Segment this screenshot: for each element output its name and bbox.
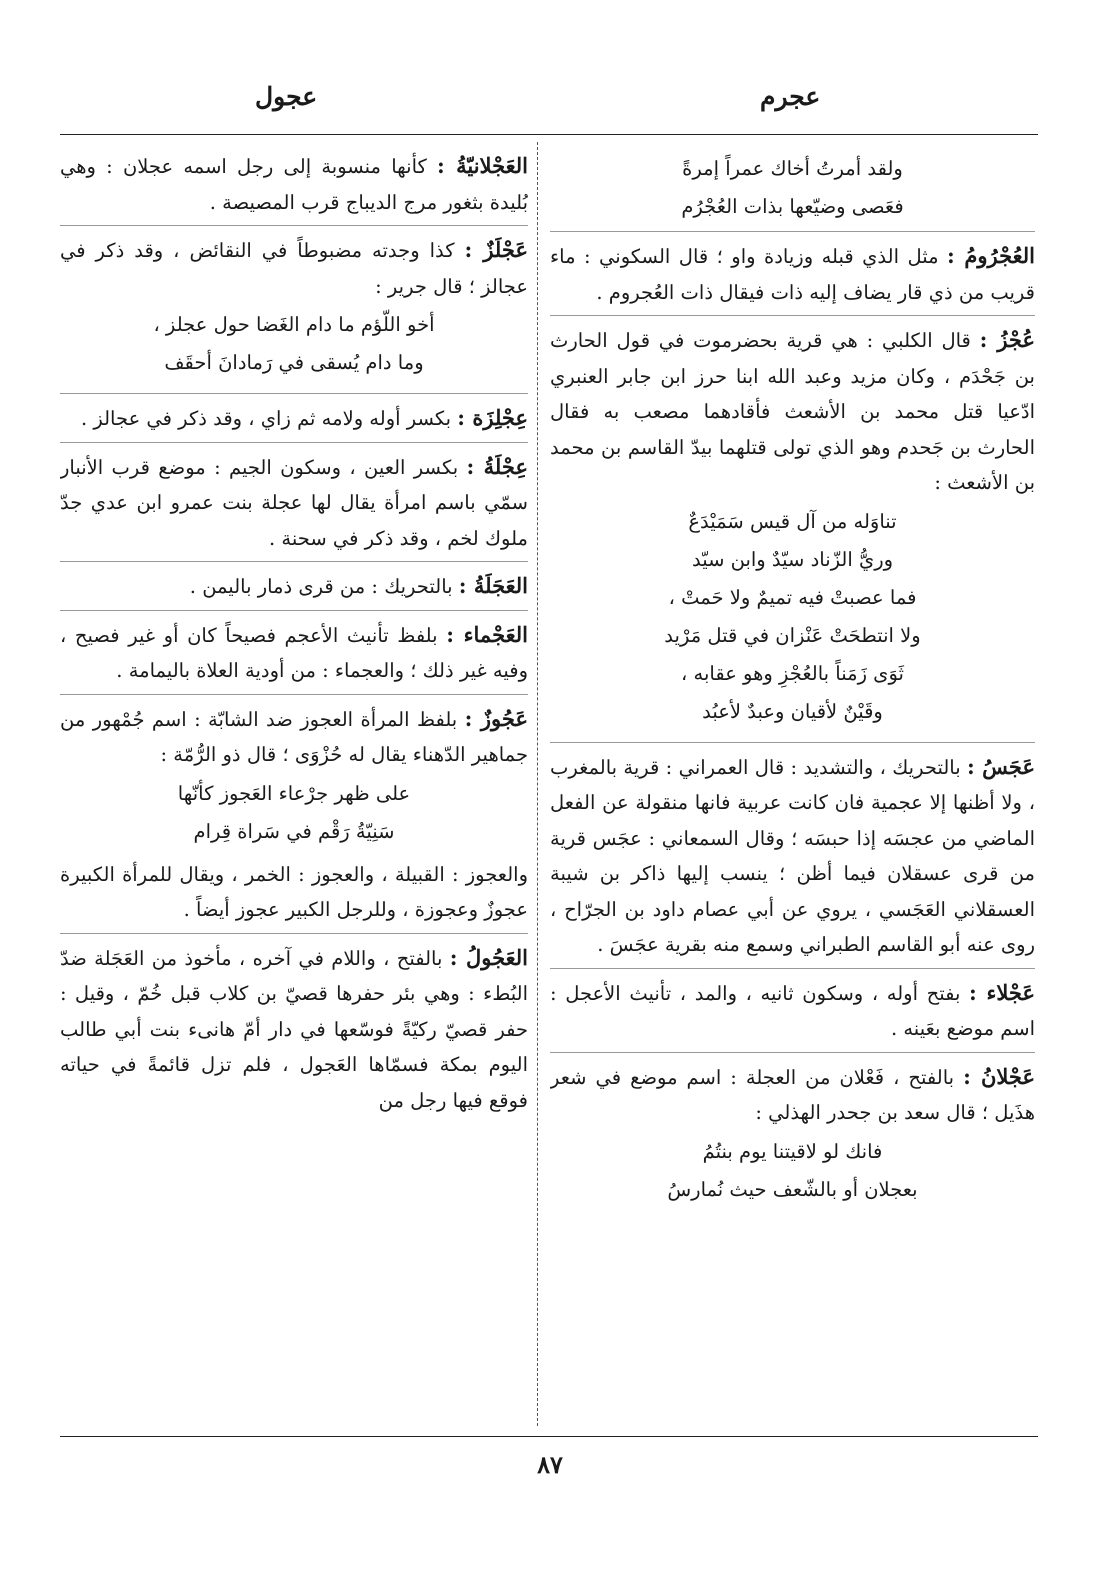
entry-text: كأنها منسوبة إلى رجل اسمه عجلان : وهي بُليدة بثغور مرج الديباج قرب المصيصة . <box>60 155 528 214</box>
poem-line: ثَوَى زَمَناً بالعُجْزِ وهو عقابه ، <box>681 661 904 685</box>
entry-ajlan <box>550 1059 1035 1209</box>
entry-text: بكسر العين ، وسكون الجيم : موضع قرب الأنبار سمّي باسم امرأة يقال لها عجلة بنت عمرو ابن عدي جدّ ملوك لخم ، وقد ذكر في سحنة . <box>60 455 528 550</box>
entry-text: بالفتح ، فَعْلان من العجلة : اسم موضع في شعر هذَيل ؛ قال سعد بن جحدر الهذلي : <box>550 1065 1035 1124</box>
poem-line: سَنِيّةُ رَقْم في سَراة قِرام <box>193 819 395 843</box>
entry-ijlah <box>60 449 528 563</box>
entry-headword: عَجَسُ : <box>966 753 1035 779</box>
page-number: ٨٧ <box>537 1450 563 1479</box>
entry-text: بالتحريك ، والتشديد : قال العمراني : قرية بالمغرب ، ولا أظنها إلا عجمية فان كانت عربية فانها منقولة عن الفعل الماضي من عجسَه إذا حبسَه ؛ وقال السمعاني : عجَس قرية من قرى عسقلان فيما أظن ؛ ينسب إليها ذاكر بن شيبة العسقلاني العَجَسي ، يروي عن أبي عصام داود بن الجرّاح ، روى عنه أبو القاسم الطبراني وسمع منه بقرية عجَسَ . <box>550 755 1035 956</box>
entry-headword: عُجْزُ : <box>979 327 1035 352</box>
opening-poem <box>550 150 1035 232</box>
entry-ajlaz <box>60 232 528 394</box>
entry-poem <box>60 775 528 851</box>
entry-headword: عَجْلانُ : <box>963 1063 1035 1089</box>
header-rule <box>60 134 1038 135</box>
poem-line: فانك لو لاقيتنا يوم بنتُمُ <box>702 1139 883 1163</box>
entry-text: بفتح أوله ، وسكون ثانيه ، والمد ، تأنيث الأعجل : اسم موضع بعَينه . <box>550 981 1035 1040</box>
poem-line: فعَصى وضيّعها بذات العُجْرُم <box>681 195 904 218</box>
entry-headword: عَجْلاء : <box>969 979 1035 1005</box>
entry-headword: عِجْلِزَة : <box>457 405 528 430</box>
entry-text: قال الكلبي : هي قرية بحضرموت في قول الحارث بن جَحْدَم ، وكان مزيد وعبد الله ابنا حرز ابن جابر العنبري ادّعيا قتل محمد بن الأشعث فأقادهما مصعب به فقال الحارث بن جَحدم وهو الذي تولى قتلهما بيدّ القاسم بن محمد بن الأشعث : <box>550 329 1035 494</box>
entry-text: بلفظ تأنيث الأعجم فصيحاً كان أو غير فصيح ، وفيه غير ذلك ؛ والعجماء : من أودية العلاة باليمامة . <box>60 623 528 682</box>
entry-ujrum <box>550 238 1035 316</box>
entry-ajlaniyya <box>60 148 528 226</box>
poem-line: وقَيْنٌ لأقيان وعبدٌ لأعبُد <box>702 699 883 723</box>
poem-line: وريُّ الزّناد سيّدٌ وابن سيّد <box>691 547 894 571</box>
poem-line: ولا انتطحَتْ عَنْزان في قتل مَرْيد <box>664 623 921 647</box>
entry-headword: عَجْلَزٌ : <box>464 237 528 262</box>
running-header-left: عجول <box>255 82 318 111</box>
entry-ujz <box>550 322 1035 743</box>
entry-text-continued: والعجوز : القبيلة ، والعجوز : الخمر ، ويقال للمرأة الكبيرة عجوزٌ وعجوزة ، وللرجل الكبير عجوز أيضاً . <box>60 862 528 921</box>
entry-headword: عِجْلَةُ : <box>466 453 528 479</box>
entry-poem <box>550 503 1035 731</box>
poem-line: على ظهر جرْعاء العَجوز كأنّها <box>177 781 411 805</box>
entry-poem <box>550 1133 1035 1209</box>
poem-line: بعجلان أو بالشّعف حيث نُمارسُ <box>667 1177 918 1201</box>
poem-line: فما عصبتْ فيه تميمٌ ولا حَمتْ ، <box>668 585 917 609</box>
left-column <box>60 148 528 1430</box>
entry-text: كذا وجدته مضبوطاً في النقائض ، وقد ذكر في عجالز ؛ قال جرير : <box>60 239 528 298</box>
entry-ajul <box>60 940 528 1119</box>
entry-ajma <box>60 617 528 695</box>
entry-text: بالفتح ، واللام في آخره ، مأخوذ من العَجَلة ضدّ البُطء : وهي بئر حفرها قصيّ بن كلاب قبل خُمّ ، وقيل : حفر قصيّ ركيّةً فوسّعها في دار أمّ هانىء بنت أبي طالب اليوم بمكة فسمّاها العَجول ، فلم تزل قائمةً في حياته فوقع فيها رجل من <box>60 946 528 1112</box>
entry-headword: العَجُولُ : <box>449 944 528 970</box>
entry-headword: العَجَلَةُ : <box>458 573 528 598</box>
entry-ajla <box>550 975 1035 1053</box>
entry-headword: العُجْرُومُ : <box>947 243 1035 268</box>
running-header-right: عجرم <box>760 82 821 111</box>
poem-line: ولقد أمرتُ أخاك عمراً إمرةً <box>682 157 903 180</box>
entry-text: مثل الذي قبله وزيادة واو ؛ قال السكوني : ماء قريب من ذي قار يضاف إليه ذات فيقال ذات العُجروم . <box>550 245 1035 304</box>
poem-line: أخو اللّؤم ما دام الغَضا حول عجلز ، <box>153 313 435 336</box>
entry-headword: العَجْماء : <box>446 621 528 647</box>
entry-text: بكسر أوله ولامه ثم زاي ، وقد ذكر في عجالز . <box>80 407 452 430</box>
footer-rule <box>60 1436 1038 1437</box>
entry-poem <box>60 306 528 382</box>
entry-text: بلفظ المرأة العجوز ضد الشابّة : اسم جُمْهور من جماهير الدّهناء يقال له حُزْوَى ؛ قال ذو الرُّمّة : <box>60 707 528 766</box>
column-divider <box>537 142 538 1426</box>
entry-text: بالتحريك : من قرى ذمار باليمن . <box>189 575 453 598</box>
entry-ajuz <box>60 701 528 934</box>
poem-line: وما دام يُسقى في رَمادانَ أحقَف <box>164 351 424 374</box>
entry-ajas <box>550 749 1035 969</box>
poem-line: تناوَله من آل قيس سَمَيْدَعٌ <box>688 509 897 533</box>
entry-ajalah <box>60 568 528 611</box>
entry-headword: العَجْلانيّةُ : <box>437 153 528 178</box>
entry-headword: عَجُوزٌ : <box>464 705 528 731</box>
entry-ijlizah <box>60 400 528 443</box>
right-column <box>550 148 1035 1430</box>
